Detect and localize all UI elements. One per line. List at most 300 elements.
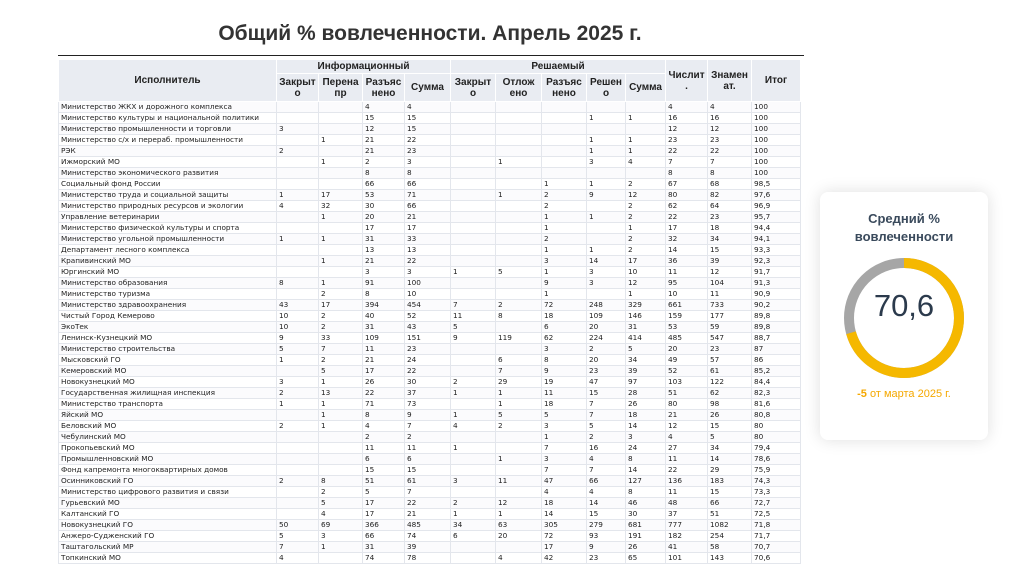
cell-numerator: 661 [666,300,708,311]
cell-info-redirected [319,223,363,234]
cell-total: 91,7 [752,267,801,278]
cell-info-explained: 21 [363,146,405,157]
cell-solved-explained: 305 [542,520,587,531]
cell-numerator: 62 [666,201,708,212]
cell-solved-solution: 16 [587,443,626,454]
cell-info-redirected: 1 [319,212,363,223]
cell-solved-explained: 5 [542,410,587,421]
cell-info-redirected: 1 [319,399,363,410]
change-value: -5 [857,388,867,400]
cell-solved-explained: 62 [542,333,587,344]
table-row [59,124,801,135]
cell-total: 82,3 [752,388,801,399]
cell-denominator: 98 [708,399,752,410]
cell-solved-explained: 18 [542,399,587,410]
cell-denominator: 122 [708,377,752,388]
cell-solved-postponed: 7 [496,366,542,377]
cell-info-closed [277,223,319,234]
cell-solved-solution: 7 [587,410,626,421]
header-solved-postponed: Отлож ено [496,74,542,102]
cell-total: 100 [752,157,801,168]
cell-solved-sum: 14 [626,465,666,476]
cell-solved-postponed [496,278,542,289]
cell-solved-sum: 1 [626,135,666,146]
table-body [59,102,801,564]
cell-solved-closed [451,245,496,256]
cell-info-redirected: 17 [319,190,363,201]
cell-numerator: 4 [666,432,708,443]
cell-executor: Министерство культуры и национальной политики [59,113,277,124]
cell-numerator: 22 [666,212,708,223]
cell-info-sum: 43 [405,322,451,333]
cell-solved-sum: 2 [626,234,666,245]
cell-solved-sum: 31 [626,322,666,333]
cell-info-explained: 109 [363,333,405,344]
cell-info-explained: 53 [363,190,405,201]
cell-info-explained: 21 [363,355,405,366]
cell-info-explained: 2 [363,432,405,443]
cell-denominator: 61 [708,366,752,377]
cell-info-sum: 15 [405,465,451,476]
cell-total: 71,7 [752,531,801,542]
cell-info-explained: 11 [363,344,405,355]
cell-info-closed [277,168,319,179]
table-row [59,256,801,267]
table-row [59,498,801,509]
cell-solved-explained: 8 [542,355,587,366]
cell-denominator: 15 [708,245,752,256]
cell-info-explained: 12 [363,124,405,135]
cell-info-sum: 23 [405,344,451,355]
cell-solved-sum: 414 [626,333,666,344]
table-header-group-row [59,60,801,74]
table-row [59,300,801,311]
cell-numerator: 52 [666,366,708,377]
cell-denominator: 34 [708,443,752,454]
cell-solved-explained [542,146,587,157]
cell-info-explained: 17 [363,498,405,509]
cell-info-sum: 151 [405,333,451,344]
cell-numerator: 22 [666,146,708,157]
cell-solved-solution: 1 [587,135,626,146]
table-row [59,201,801,212]
cell-executor: Топкинский МО [59,553,277,564]
cell-info-sum: 9 [405,410,451,421]
cell-numerator: 32 [666,234,708,245]
cell-solved-solution [587,234,626,245]
cell-numerator: 41 [666,542,708,553]
cell-info-closed [277,487,319,498]
cell-info-closed [277,410,319,421]
cell-info-explained: 15 [363,113,405,124]
cell-info-redirected: 13 [319,388,363,399]
cell-denominator: 64 [708,201,752,212]
cell-info-closed: 5 [277,531,319,542]
header-solved-closed: Закрыт о [451,74,496,102]
cell-solved-solution: 4 [587,487,626,498]
cell-numerator: 7 [666,157,708,168]
cell-executor: Министерство туризма [59,289,277,300]
cell-solved-closed [451,179,496,190]
cell-numerator: 36 [666,256,708,267]
cell-info-explained: 30 [363,201,405,212]
cell-info-redirected: 32 [319,201,363,212]
cell-info-closed [277,113,319,124]
header-executor: Исполнитель [59,60,277,102]
cell-solved-closed [451,355,496,366]
cell-executor: Фонд капремонта многоквартирных домов [59,465,277,476]
cell-solved-sum: 10 [626,267,666,278]
cell-info-sum: 4 [405,102,451,113]
cell-info-closed: 4 [277,201,319,212]
cell-info-explained: 71 [363,399,405,410]
cell-info-explained: 5 [363,487,405,498]
table-row [59,102,801,113]
cell-solved-postponed [496,113,542,124]
cell-denominator: 29 [708,465,752,476]
cell-solved-postponed: 2 [496,300,542,311]
cell-solved-explained: 19 [542,377,587,388]
engagement-table [58,59,801,564]
cell-info-sum: 7 [405,487,451,498]
header-total: Итог [752,60,801,102]
cell-executor: Чистый Город Кемерово [59,311,277,322]
cell-solved-explained: 9 [542,366,587,377]
cell-solved-sum: 127 [626,476,666,487]
header-group-info: Информационный [277,60,451,74]
cell-info-sum: 23 [405,146,451,157]
cell-executor: Министерство промышленности и торговли [59,124,277,135]
cell-info-redirected: 2 [319,355,363,366]
cell-info-explained: 3 [363,267,405,278]
table-row [59,399,801,410]
cell-solved-closed [451,201,496,212]
cell-solved-postponed: 1 [496,157,542,168]
cell-numerator: 17 [666,223,708,234]
cell-info-redirected: 8 [319,476,363,487]
cell-info-redirected: 1 [319,157,363,168]
cell-solved-sum: 2 [626,179,666,190]
cell-executor: Мысковский ГО [59,355,277,366]
cell-denominator: 14 [708,454,752,465]
cell-info-redirected: 17 [319,300,363,311]
cell-total: 89,8 [752,322,801,333]
cell-executor: Социальный фонд России [59,179,277,190]
cell-info-redirected [319,113,363,124]
cell-total: 80 [752,432,801,443]
cell-total: 81,6 [752,399,801,410]
cell-solved-solution: 5 [587,421,626,432]
cell-solved-sum: 8 [626,454,666,465]
cell-solved-explained [542,157,587,168]
cell-solved-explained [542,124,587,135]
cell-executor: Новокузнецкий МО [59,377,277,388]
cell-executor: Юргинский МО [59,267,277,278]
cell-solved-closed [451,553,496,564]
cell-solved-closed [451,487,496,498]
cell-info-redirected: 3 [319,531,363,542]
cell-info-explained: 394 [363,300,405,311]
cell-solved-postponed: 12 [496,498,542,509]
table-row [59,168,801,179]
cell-executor: РЭК [59,146,277,157]
cell-solved-postponed: 20 [496,531,542,542]
cell-solved-postponed: 5 [496,410,542,421]
cell-solved-closed: 9 [451,333,496,344]
cell-solved-solution: 109 [587,311,626,322]
cell-solved-sum: 26 [626,542,666,553]
cell-executor: Промышленновский МО [59,454,277,465]
cell-info-closed [277,245,319,256]
table-row [59,245,801,256]
table-row [59,311,801,322]
cell-info-closed: 3 [277,377,319,388]
cell-total: 100 [752,146,801,157]
cell-solved-closed [451,102,496,113]
cell-solved-solution: 66 [587,476,626,487]
cell-solved-sum: 24 [626,443,666,454]
cell-info-redirected: 1 [319,410,363,421]
cell-numerator: 159 [666,311,708,322]
cell-executor: Новокузнецкий ГО [59,520,277,531]
cell-total: 94,4 [752,223,801,234]
table-row [59,465,801,476]
cell-executor: Министерство угольной промышленности [59,234,277,245]
cell-denominator: 177 [708,311,752,322]
cell-numerator: 11 [666,454,708,465]
cell-info-closed: 50 [277,520,319,531]
cell-executor: Ижморский МО [59,157,277,168]
cell-total: 72,5 [752,509,801,520]
cell-info-closed: 1 [277,399,319,410]
cell-info-closed [277,135,319,146]
cell-denominator: 11 [708,289,752,300]
cell-info-explained: 31 [363,322,405,333]
cell-solved-postponed [496,146,542,157]
cell-info-redirected [319,124,363,135]
cell-solved-sum: 4 [626,157,666,168]
cell-solved-closed [451,366,496,377]
cell-info-redirected: 5 [319,366,363,377]
cell-info-closed: 2 [277,388,319,399]
cell-numerator: 49 [666,355,708,366]
cell-info-sum: 3 [405,267,451,278]
cell-solved-explained: 1 [542,289,587,300]
cell-solved-postponed [496,542,542,553]
cell-solved-closed: 1 [451,388,496,399]
cell-solved-sum: 12 [626,190,666,201]
header-numerator: Числит . [666,60,708,102]
cell-info-sum: 22 [405,256,451,267]
cell-info-redirected: 2 [319,322,363,333]
table-row [59,454,801,465]
table-row [59,146,801,157]
cell-solved-solution: 23 [587,366,626,377]
cell-solved-postponed [496,234,542,245]
cell-numerator: 10 [666,289,708,300]
header-info-redirected: Перена пр [319,74,363,102]
cell-numerator: 485 [666,333,708,344]
cell-denominator: 254 [708,531,752,542]
cell-info-sum: 3 [405,157,451,168]
cell-solved-postponed: 4 [496,553,542,564]
cell-solved-closed: 1 [451,410,496,421]
cell-solved-closed [451,124,496,135]
cell-info-sum: 24 [405,355,451,366]
cell-denominator: 18 [708,223,752,234]
cell-info-redirected: 69 [319,520,363,531]
cell-solved-postponed [496,168,542,179]
cell-solved-solution: 3 [587,267,626,278]
cell-info-explained: 26 [363,377,405,388]
cell-total: 85,2 [752,366,801,377]
cell-solved-sum: 329 [626,300,666,311]
cell-total: 75,9 [752,465,801,476]
cell-info-sum: 37 [405,388,451,399]
cell-solved-explained [542,113,587,124]
cell-numerator: 14 [666,245,708,256]
cell-solved-solution [587,289,626,300]
cell-info-redirected: 1 [319,135,363,146]
cell-solved-solution: 7 [587,399,626,410]
cell-info-redirected: 33 [319,333,363,344]
cell-info-explained: 4 [363,421,405,432]
cell-info-redirected [319,102,363,113]
cell-solved-postponed: 63 [496,520,542,531]
cell-total: 84,4 [752,377,801,388]
header-info-sum: Сумма [405,74,451,102]
cell-solved-sum: 17 [626,256,666,267]
cell-executor: Ленинск-Кузнецкий МО [59,333,277,344]
cell-total: 89,8 [752,311,801,322]
cell-info-sum: 22 [405,135,451,146]
cell-solved-explained: 1 [542,245,587,256]
table-row [59,333,801,344]
cell-total: 72,7 [752,498,801,509]
cell-numerator: 12 [666,124,708,135]
table-row [59,443,801,454]
cell-info-explained: 4 [363,102,405,113]
cell-solved-explained: 7 [542,465,587,476]
table-row [59,476,801,487]
cell-total: 98,5 [752,179,801,190]
cell-info-explained: 21 [363,256,405,267]
cell-info-explained: 66 [363,179,405,190]
cell-solved-postponed: 1 [496,190,542,201]
cell-info-closed [277,157,319,168]
cell-solved-solution: 20 [587,355,626,366]
cell-denominator: 104 [708,278,752,289]
cell-solved-postponed [496,344,542,355]
cell-info-closed [277,267,319,278]
cell-solved-closed [451,223,496,234]
cell-info-closed [277,498,319,509]
cell-solved-postponed [496,289,542,300]
cell-solved-solution: 1 [587,113,626,124]
cell-total: 79,4 [752,443,801,454]
table-row [59,520,801,531]
cell-solved-solution: 23 [587,553,626,564]
cell-solved-solution: 4 [587,454,626,465]
change-note [820,388,988,400]
cell-solved-explained: 14 [542,509,587,520]
cell-solved-postponed: 6 [496,355,542,366]
table-row [59,421,801,432]
cell-info-closed: 2 [277,421,319,432]
cell-denominator: 8 [708,168,752,179]
cell-info-sum: 22 [405,498,451,509]
cell-numerator: 51 [666,388,708,399]
header-denominator: Знамен ат. [708,60,752,102]
cell-total: 92,3 [752,256,801,267]
cell-total: 100 [752,135,801,146]
cell-solved-solution: 3 [587,278,626,289]
cell-solved-solution: 2 [587,432,626,443]
cell-denominator: 59 [708,322,752,333]
cell-info-closed: 1 [277,355,319,366]
cell-total: 96,9 [752,201,801,212]
cell-info-closed: 7 [277,542,319,553]
cell-denominator: 26 [708,410,752,421]
cell-info-closed: 1 [277,234,319,245]
cell-solved-sum: 8 [626,487,666,498]
cell-info-redirected: 5 [319,498,363,509]
cell-info-closed: 1 [277,190,319,201]
table-row [59,509,801,520]
cell-info-closed [277,454,319,465]
cell-info-sum: 13 [405,245,451,256]
header-info-explained: Разъяс нено [363,74,405,102]
table-row [59,366,801,377]
cell-info-closed [277,179,319,190]
cell-denominator: 23 [708,135,752,146]
cell-executor: Анжеро-Судженский ГО [59,531,277,542]
cell-solved-solution [587,168,626,179]
cell-numerator: 11 [666,267,708,278]
cell-info-closed [277,432,319,443]
cell-denominator: 12 [708,124,752,135]
cell-denominator: 547 [708,333,752,344]
cell-info-closed: 10 [277,322,319,333]
cell-total: 88,7 [752,333,801,344]
table-row [59,179,801,190]
cell-executor: Управление ветеринарии [59,212,277,223]
cell-info-redirected: 1 [319,421,363,432]
cell-info-explained: 20 [363,212,405,223]
cell-solved-sum: 34 [626,355,666,366]
table-row [59,135,801,146]
table-row [59,388,801,399]
cell-solved-explained: 72 [542,531,587,542]
table-row [59,531,801,542]
cell-executor: Министерство физической культуры и спорта [59,223,277,234]
cell-solved-postponed [496,256,542,267]
cell-solved-closed: 5 [451,322,496,333]
table-row [59,278,801,289]
cell-numerator: 22 [666,465,708,476]
cell-solved-explained: 47 [542,476,587,487]
cell-solved-solution: 1 [587,179,626,190]
cell-executor: ЭкоТек [59,322,277,333]
table-row [59,542,801,553]
cell-numerator: 67 [666,179,708,190]
header-solved-solution: Решен о [587,74,626,102]
cell-info-closed [277,212,319,223]
cell-total: 70,7 [752,542,801,553]
cell-solved-explained: 1 [542,179,587,190]
cell-info-explained: 2 [363,157,405,168]
cell-solved-sum: 146 [626,311,666,322]
